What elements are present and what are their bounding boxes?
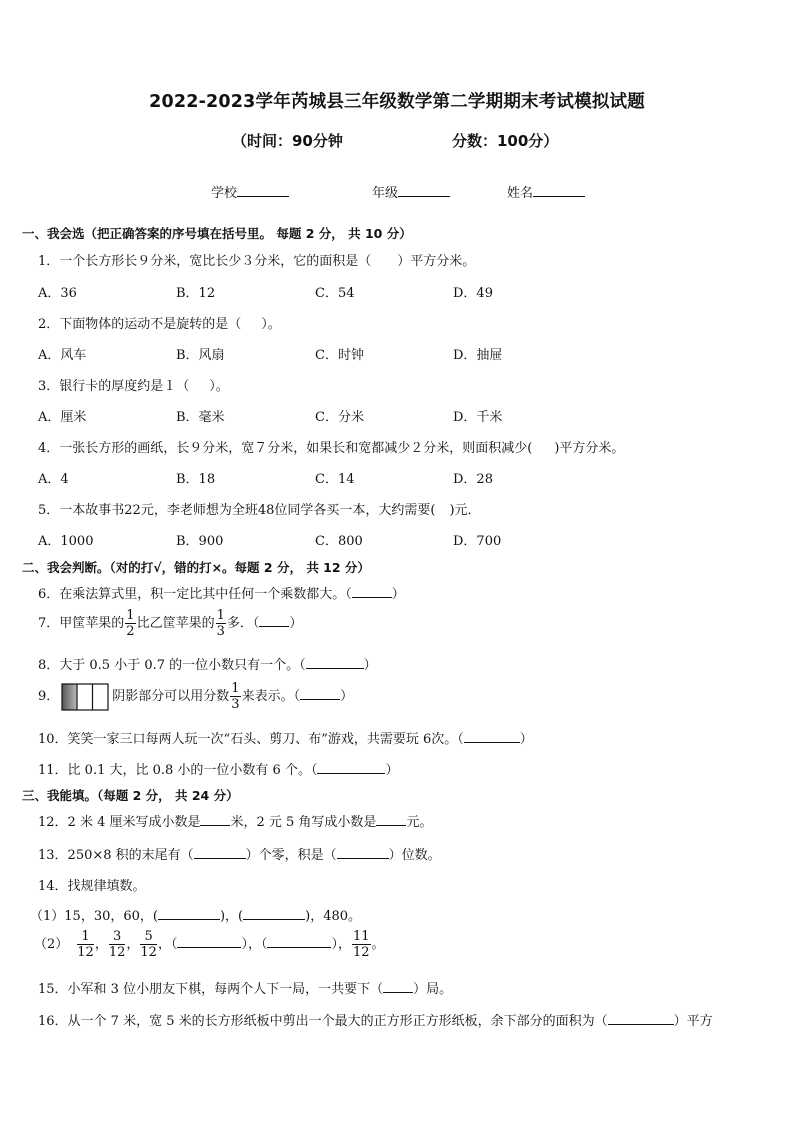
answer-blank[interactable] <box>376 813 406 826</box>
fraction-one-third: $\frac{1}{3}$ <box>231 681 240 712</box>
option-a: A．风车 <box>38 348 87 363</box>
school-blank <box>237 184 289 197</box>
option-b: B．18 <box>176 472 216 487</box>
question-14-2: （2） $\frac{1}{12}$ ， $\frac{3}{12}$ ， $\frac{5}{12}$ ，（ ），（ ）， $\frac{11}{12}$ 。 <box>34 929 385 960</box>
question-16: 16．从一个 7 米，宽 5 米的长方形纸板中剪出一个最大的正方形正方形纸板，余下部分的面积为（ ）平方 <box>38 1014 713 1029</box>
question-11: 11．比 0.1 大，比 0.8 小的一位小数有 6 个。（ ） <box>38 763 399 778</box>
fraction-3-12: $\frac{3}{12}$ <box>108 929 126 960</box>
option-c: C．14 <box>315 472 355 487</box>
option-c: C．54 <box>315 286 355 301</box>
answer-blank[interactable] <box>200 813 230 826</box>
option-c: C．时钟 <box>315 348 364 363</box>
question-4: 4．一张长方形的画纸，长９分米，宽７分米，如果长和宽都减少２分米，则面积减少( )平方分米。 <box>38 441 625 456</box>
section-1-heading: 一、我会选（把正确答案的序号填在括号里。 每题 2 分， 共 10 分） <box>22 226 412 241</box>
fraction-11-12: $\frac{11}{12}$ <box>353 929 370 960</box>
question-15: 15．小军和 3 位小朋友下棋，每两个人下一局，一共要下（ ）局。 <box>38 982 453 997</box>
question-3: 3．银行卡的厚度约是１（ ）。 <box>38 379 229 394</box>
answer-blank[interactable] <box>352 585 392 598</box>
grade-field: 年级 <box>372 182 450 201</box>
question-2: 2．下面物体的运动不是旋转的是（ ）。 <box>38 317 281 332</box>
answer-blank[interactable] <box>383 980 413 993</box>
section-2-heading: 二、我会判断。（对的打√，错的打×。每题 2 分， 共 12 分） <box>22 560 370 575</box>
option-a: A．厘米 <box>38 410 87 425</box>
section-3-heading: 三、我能填。（每题 2 分， 共 24 分） <box>22 788 239 803</box>
question-10: 10．笑笑一家三口每两人玩一次“石头、剪刀、布”游戏，共需要玩 6次。（ ） <box>38 732 533 747</box>
answer-blank[interactable] <box>259 614 289 627</box>
answer-blank[interactable] <box>300 687 340 700</box>
answer-blank[interactable] <box>194 846 246 859</box>
school-field: 学校 <box>211 182 289 201</box>
option-d: D．千米 <box>453 410 503 425</box>
option-b: B．12 <box>176 286 216 301</box>
score-label: 分数：100分） <box>452 132 559 150</box>
option-c: C．800 <box>315 534 363 549</box>
time-label: （时间：90分钟 <box>232 132 343 150</box>
option-b: B．毫米 <box>176 410 225 425</box>
answer-blank[interactable] <box>306 656 364 669</box>
option-a: A．4 <box>38 472 69 487</box>
option-a: A．1000 <box>38 534 94 549</box>
fraction-one-third: $\frac{1}{3}$ <box>216 608 225 639</box>
question-1: 1．一个长方形长９分米，宽比长少３分米，它的面积是（ ）平方分米。 <box>38 254 476 269</box>
option-d: D．49 <box>453 286 493 301</box>
answer-blank[interactable] <box>243 907 305 920</box>
fraction-1-12: $\frac{1}{12}$ <box>77 929 94 960</box>
question-12: 12．2 米 4 厘米写成小数是 米，2 元 5 角写成小数是 元。 <box>38 815 433 830</box>
question-14-1: （1）15，30，60，( )，( )，480。 <box>30 909 362 924</box>
fraction-5-12: $\frac{5}{12}$ <box>140 929 157 960</box>
answer-blank[interactable] <box>317 761 385 774</box>
question-6: 6．在乘法算式里，积一定比其中任何一个乘数都大。（ ） <box>38 587 405 602</box>
option-a: A．36 <box>38 286 77 301</box>
option-c: C．分米 <box>315 410 364 425</box>
question-13: 13．250×8 积的末尾有（ ）个零，积是（ ）位数。 <box>38 848 441 863</box>
page-title: 2022-2023学年芮城县三年级数学第二学期期末考试模拟试题 <box>149 92 645 112</box>
answer-blank[interactable] <box>464 730 520 743</box>
question-14: 14．找规律填数。 <box>38 879 146 894</box>
fraction-one-half: $\frac{1}{2}$ <box>126 608 135 639</box>
name-blank <box>533 184 585 197</box>
option-d: D．700 <box>453 534 502 549</box>
option-d: D．28 <box>453 472 493 487</box>
shaded-rectangle-figure <box>61 683 109 711</box>
question-7: 7．甲筐苹果的 $\frac{1}{2}$ 比乙筐苹果的 $\frac{1}{3}$ 多．（ ） <box>38 608 303 639</box>
question-8: 8．大于 0.5 小于 0.7 的一位小数只有一个。（ ） <box>38 658 377 673</box>
question-9: 9． 阴影部分可以用分数 $\frac{1}{3}$ 来表示。（ ） <box>38 681 354 712</box>
grade-blank <box>398 184 450 197</box>
option-b: B．900 <box>176 534 224 549</box>
answer-blank[interactable] <box>177 935 241 948</box>
answer-blank[interactable] <box>337 846 389 859</box>
answer-blank[interactable] <box>158 907 220 920</box>
option-b: B．风扇 <box>176 348 225 363</box>
name-field: 姓名 <box>507 182 585 201</box>
option-d: D．抽屉 <box>453 348 503 363</box>
question-5: 5．一本故事书22元，李老师想为全班48位同学各买一本，大约需要( )元． <box>38 503 481 518</box>
answer-blank[interactable] <box>267 935 331 948</box>
answer-blank[interactable] <box>608 1012 674 1025</box>
